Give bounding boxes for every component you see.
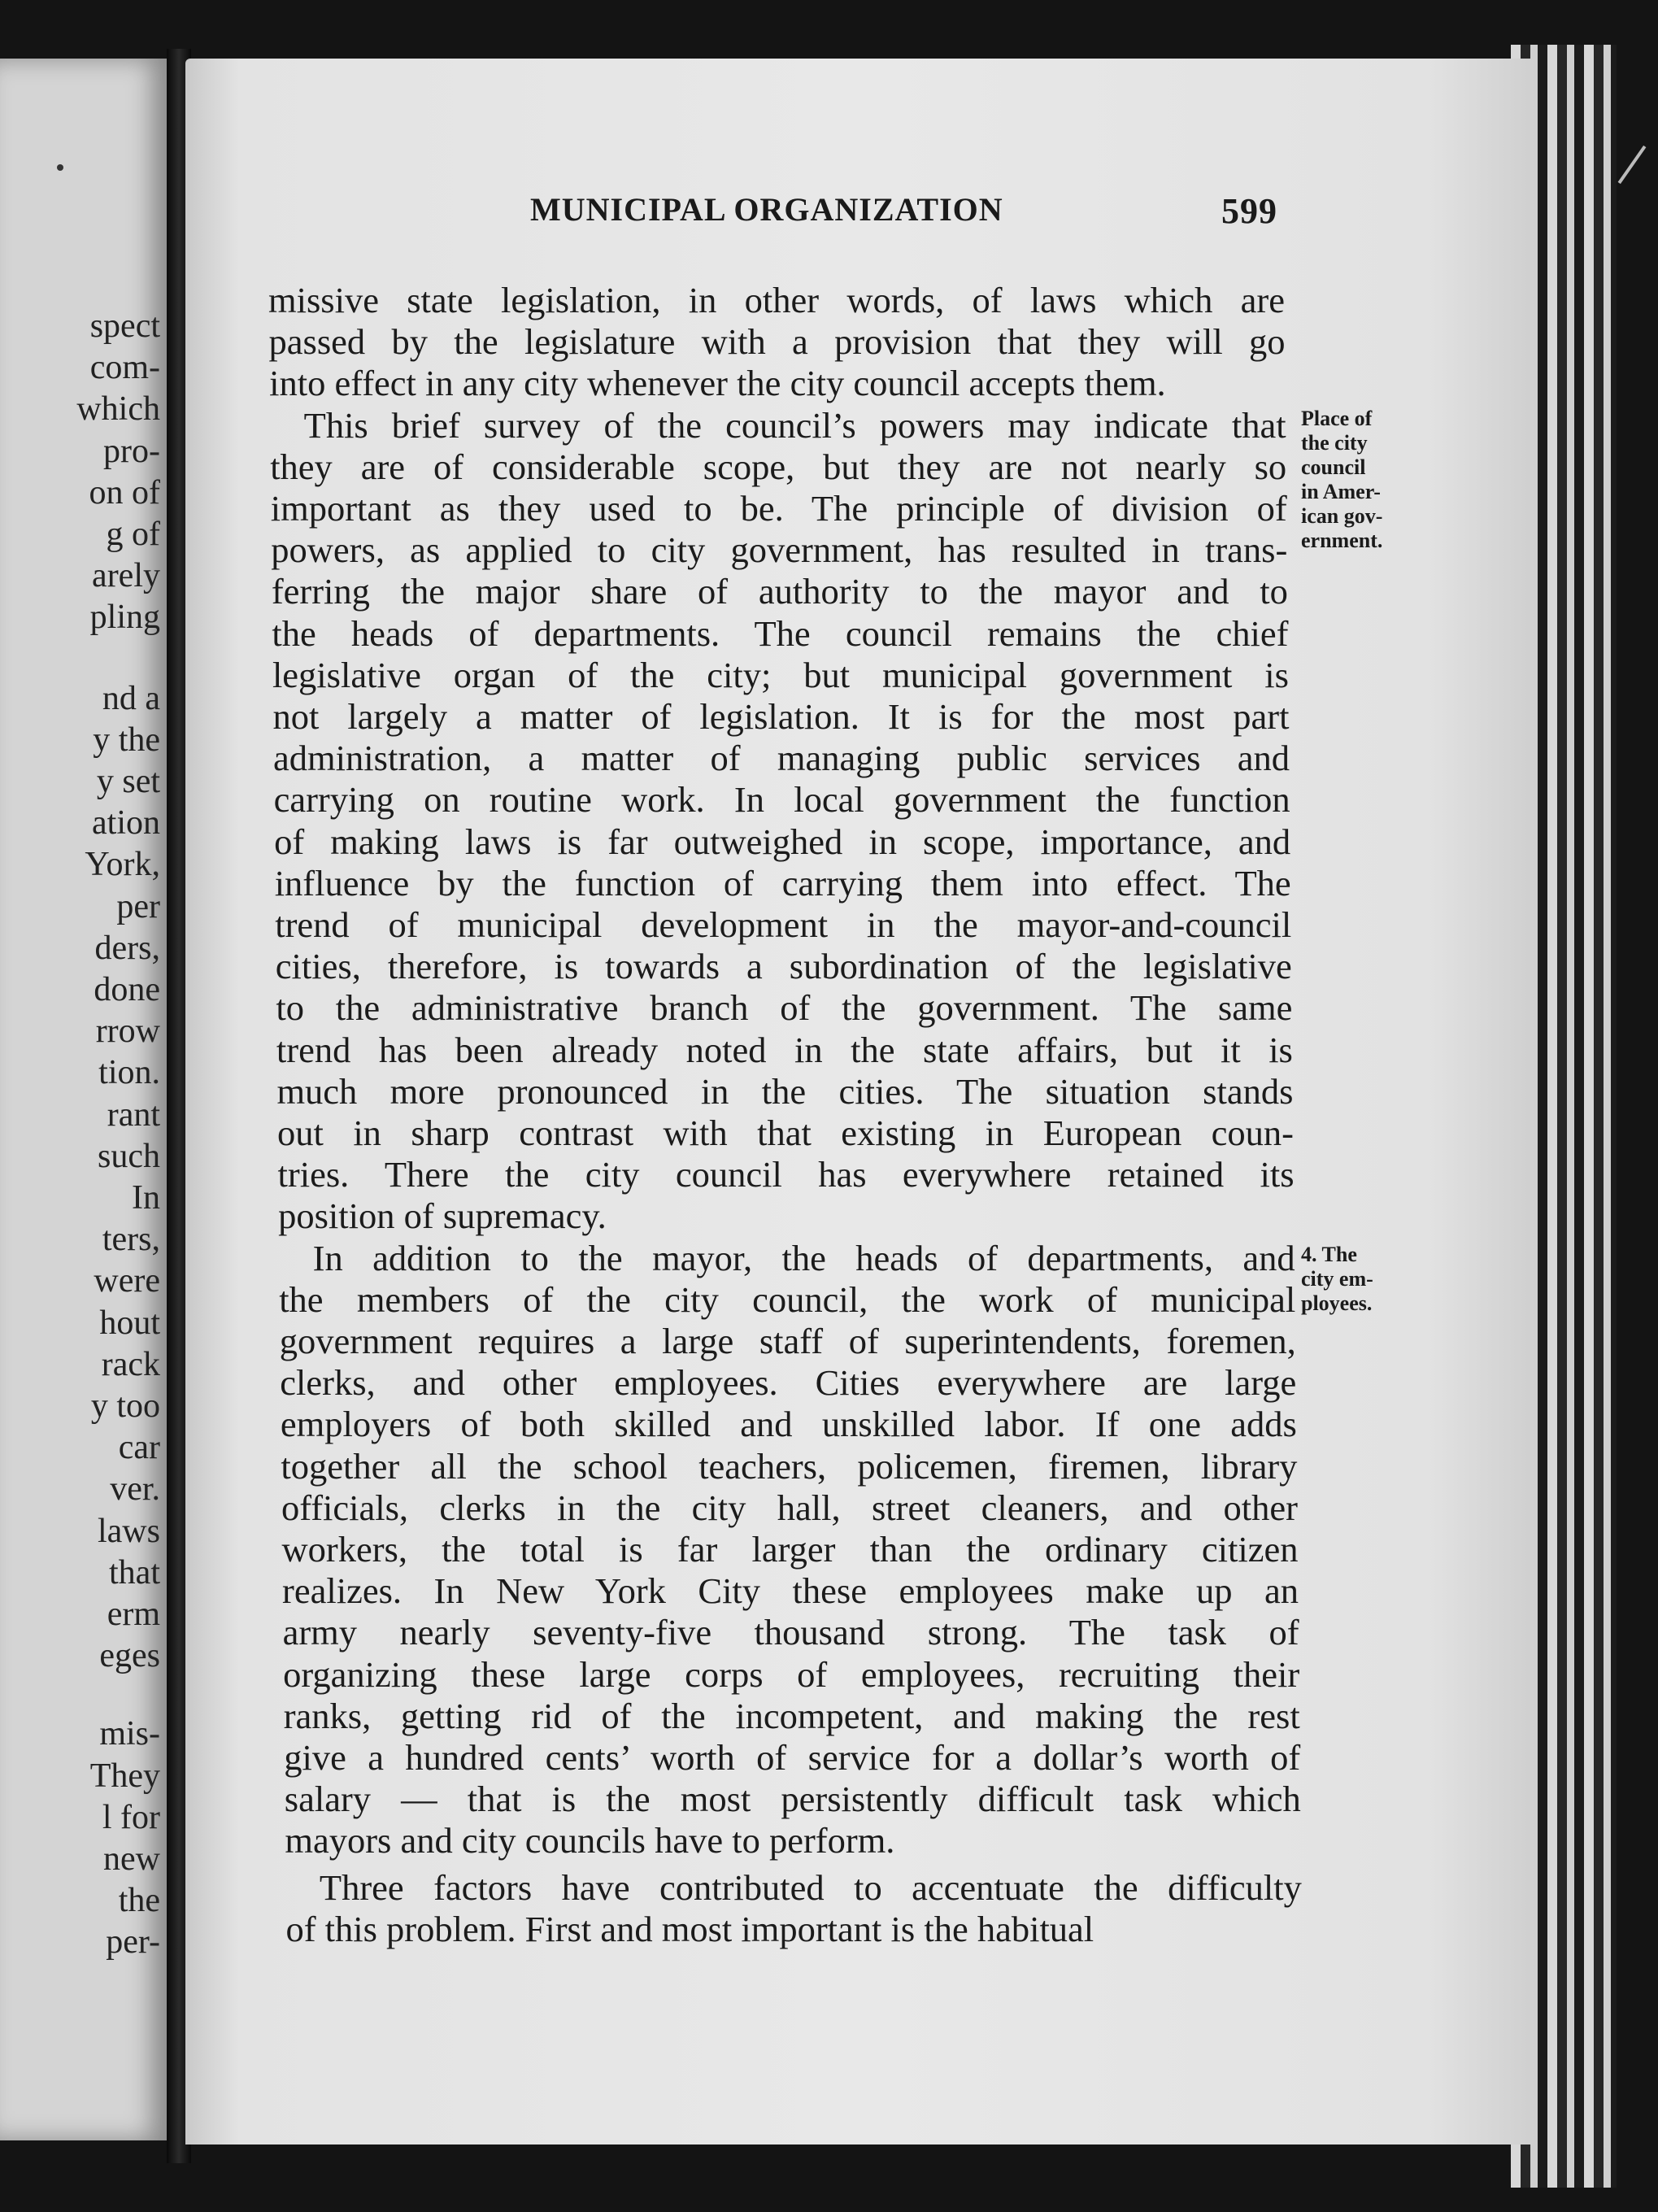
facing-page-word: nd a [102,679,160,717]
facing-page-word: eges [99,1637,160,1675]
facing-page-word: that [109,1553,160,1592]
facing-page-word: com- [89,349,160,387]
margin-note-line: Place of [1301,407,1373,430]
text-line: out in sharp contrast with that existing in European coun- [277,1113,1294,1153]
facing-page-fragment [0,59,167,2140]
facing-page-word: York, [85,846,160,884]
text-line: passed by the legislature with a provision that they will go [268,321,1286,363]
text-line: to the administrative branch of the government. The same [276,987,1293,1029]
facing-page-word: rack [101,1345,160,1383]
facing-page-word: per [116,887,160,925]
facing-page-word: l for [102,1798,160,1836]
facing-page-word: y too [90,1387,160,1425]
text-line: organizing these large corps of employees, recruiting their [283,1653,1300,1695]
text-line: army nearly seventy-five thousand strong. The task of [282,1612,1299,1653]
facing-page-word: the [118,1882,160,1920]
text-line: salary — that is the most persistently difficult task which [284,1779,1301,1820]
text-line: position of supremacy. [278,1195,607,1237]
facing-page-word: y the [93,721,160,759]
running-head: MUNICIPAL ORGANIZATION [530,191,1003,228]
facing-page-word: rant [107,1095,160,1134]
text-line: Three factors have contributed to accentuate the difficulty [319,1866,1302,1908]
facing-page-word: ters, [102,1221,160,1259]
facing-page-word: g of [106,516,160,553]
edge-mark [1618,146,1647,184]
text-line: This brief survey of the council’s powers may indicate that [303,404,1286,446]
facing-page-word: mis- [99,1715,160,1753]
facing-page-word: such [98,1137,160,1175]
margin-note-line: ican gov- [1301,504,1383,528]
text-line: missive state legislation, in other words, of laws which are [268,280,1285,320]
facing-page-word: pro- [103,432,160,470]
margin-note-council [1301,407,1382,553]
text-line: much more pronounced in the cities. The situation stands [276,1070,1294,1112]
text-line: mayors and city councils have to perform. [285,1820,895,1861]
facing-page-word: ver. [110,1470,160,1509]
text-line: together all the school teachers, policemen, firemen, library [281,1445,1298,1487]
margin-note-line: 4. The [1301,1243,1357,1266]
facing-page-word: hout [99,1304,160,1342]
text-line: clerks, and other employees. Cities everywhere are large [280,1362,1297,1404]
margin-note-line: council [1301,455,1366,479]
text-line: the members of the city council, the work of municipal [279,1278,1296,1320]
facing-page-word: spect [89,307,160,345]
text-line: of making laws is far outweighed in scope, importance, and [274,821,1291,862]
facing-page-word: were [94,1262,160,1300]
text-line: into effect in any city whenever the city council accepts them. [269,363,1166,404]
facing-page-word: y set [96,763,160,800]
margin-note-line: the city [1301,431,1368,455]
page-number: 599 [1221,191,1277,231]
text-line: not largely a matter of legislation. It is for the most part [272,696,1290,737]
facing-page-word: erm [107,1596,160,1633]
text-line: cities, therefore, is towards a subordination of the legislative [275,946,1292,987]
facing-page-word: car [118,1429,160,1467]
text-line: they are of considerable scope, but they are not nearly so [270,446,1287,487]
margin-note-line: ernment. [1301,529,1383,552]
text-line: tries. There the city council has everywhere retained its [277,1154,1295,1195]
facing-page-word: They [89,1757,160,1795]
facing-page-word: arely [92,557,160,595]
facing-page-word: tion. [98,1054,160,1092]
margin-note-line: city em- [1301,1267,1373,1291]
facing-page-word: In [132,1179,160,1217]
facing-page-word: pling [89,599,160,637]
text-line: government requires a large staff of superintendents, foremen, [279,1321,1296,1361]
facing-page-word: rrow [95,1012,160,1051]
facing-page-word: ders, [94,929,160,967]
facing-page-word: new [103,1840,160,1878]
margin-note-line: in Amer- [1301,480,1381,503]
facing-page-word: ation [92,804,160,843]
text-line: ferring the major share of authority to the mayor and to [271,571,1288,612]
text-line: workers, the total is far larger than the ordinary citizen [281,1529,1299,1570]
text-line: influence by the function of carrying them into effect. The [274,862,1291,904]
facing-page-word: which [76,390,160,429]
text-line: trend of municipal development in the mayor-and-council [275,904,1292,945]
text-line: employers of both skilled and unskilled labor. If one adds [280,1404,1297,1445]
facing-page-word: done [94,971,160,1008]
text-line: carrying on routine work. In local government the function [273,779,1290,821]
facing-page-word: on of [89,473,160,512]
text-line: trend has been already noted in the state affairs, but it is [276,1029,1293,1070]
text-line: realizes. In New York City these employees make up an [282,1570,1299,1612]
margin-note-line: ployees. [1301,1291,1373,1315]
text-line: give a hundred cents’ worth of service for a dollar’s worth of [284,1737,1301,1778]
text-line: powers, as applied to city government, has resulted in trans- [271,529,1288,571]
text-line: legislative organ of the city; but municipal government is [272,654,1289,695]
facing-page-word: per- [106,1923,160,1962]
text-line: important as they used to be. The principle of division of [270,488,1287,529]
ink-dot [57,164,63,171]
text-line: administration, a matter of managing public services and [273,738,1290,779]
text-line: the heads of departments. The council remains the chief [272,612,1289,654]
text-line: officials, clerks in the city hall, street cleaners, and other [281,1487,1298,1528]
text-line: of this problem. First and most important is the habitual [285,1908,1094,1949]
text-line: In addition to the mayor, the heads of departments, and [312,1237,1295,1278]
margin-note-employees [1301,1243,1373,1316]
text-line: ranks, getting rid of the incompetent, and making the rest [283,1695,1300,1736]
facing-page-word: laws [98,1512,160,1550]
